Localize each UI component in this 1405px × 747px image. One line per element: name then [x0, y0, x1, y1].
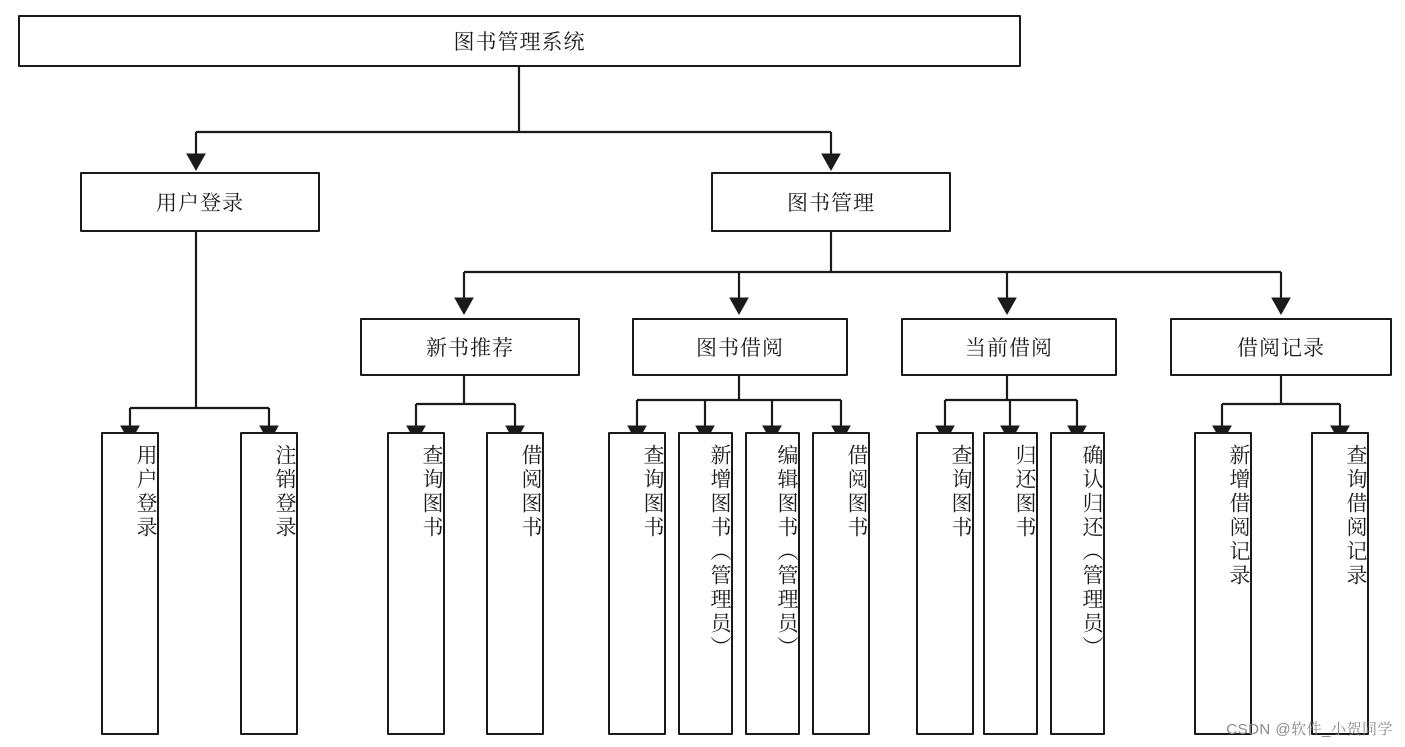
- leaf-add-record-label: 新增借阅记录: [1227, 444, 1250, 588]
- leaf-return-book-label: 归还图书: [1013, 444, 1036, 540]
- node-borrow-record[interactable]: [1170, 318, 1392, 376]
- node-new-book-recommend[interactable]: [360, 318, 580, 376]
- node-new-book-recommend-label: 新书推荐: [426, 337, 514, 360]
- leaf-confirm-return[interactable]: [1050, 432, 1105, 735]
- leaf-add-record[interactable]: [1194, 432, 1252, 735]
- node-current-borrow[interactable]: [901, 318, 1117, 376]
- node-borrow-record-label: 借阅记录: [1237, 337, 1325, 360]
- node-book-management-label: 图书管理: [787, 192, 875, 215]
- leaf-return-book[interactable]: [983, 432, 1038, 735]
- leaf-add-book[interactable]: [678, 432, 733, 735]
- leaf-query-book-2[interactable]: [608, 432, 666, 735]
- leaf-query-book-2-label: 查询图书: [641, 444, 664, 540]
- leaf-query-record-label: 查询借阅记录: [1344, 444, 1367, 588]
- node-book-borrow[interactable]: [632, 318, 848, 376]
- leaf-add-book-label: 新增图书（管理员）: [708, 444, 731, 660]
- node-user-login-label: 用户登录: [156, 192, 244, 215]
- leaf-query-book-1-label: 查询图书: [420, 444, 443, 540]
- watermark: CSDN @软件_小贺同学: [1226, 721, 1393, 738]
- leaf-user-login-label: 用户登录: [134, 444, 157, 540]
- node-current-borrow-label: 当前借阅: [965, 337, 1053, 360]
- node-user-login[interactable]: [80, 172, 320, 232]
- leaf-edit-book[interactable]: [745, 432, 800, 735]
- node-book-management[interactable]: [711, 172, 951, 232]
- leaf-confirm-return-label: 确认归还（管理员）: [1080, 444, 1103, 660]
- leaf-user-login[interactable]: [101, 432, 159, 735]
- leaf-query-book-3[interactable]: [916, 432, 974, 735]
- leaf-query-book-1[interactable]: [387, 432, 445, 735]
- node-book-borrow-label: 图书借阅: [696, 337, 784, 360]
- leaf-logout-label: 注销登录: [273, 444, 296, 540]
- leaf-borrow-book-2[interactable]: [812, 432, 870, 735]
- node-root-label: 图书管理系统: [453, 31, 586, 54]
- leaf-edit-book-label: 编辑图书（管理员）: [775, 444, 798, 660]
- node-root[interactable]: [18, 15, 1021, 67]
- leaf-borrow-book-1-label: 借阅图书: [519, 444, 542, 540]
- leaf-borrow-book-2-label: 借阅图书: [845, 444, 868, 540]
- leaf-logout[interactable]: [240, 432, 298, 735]
- leaf-query-book-3-label: 查询图书: [949, 444, 972, 540]
- leaf-borrow-book-1[interactable]: [486, 432, 544, 735]
- leaf-query-record[interactable]: [1311, 432, 1369, 735]
